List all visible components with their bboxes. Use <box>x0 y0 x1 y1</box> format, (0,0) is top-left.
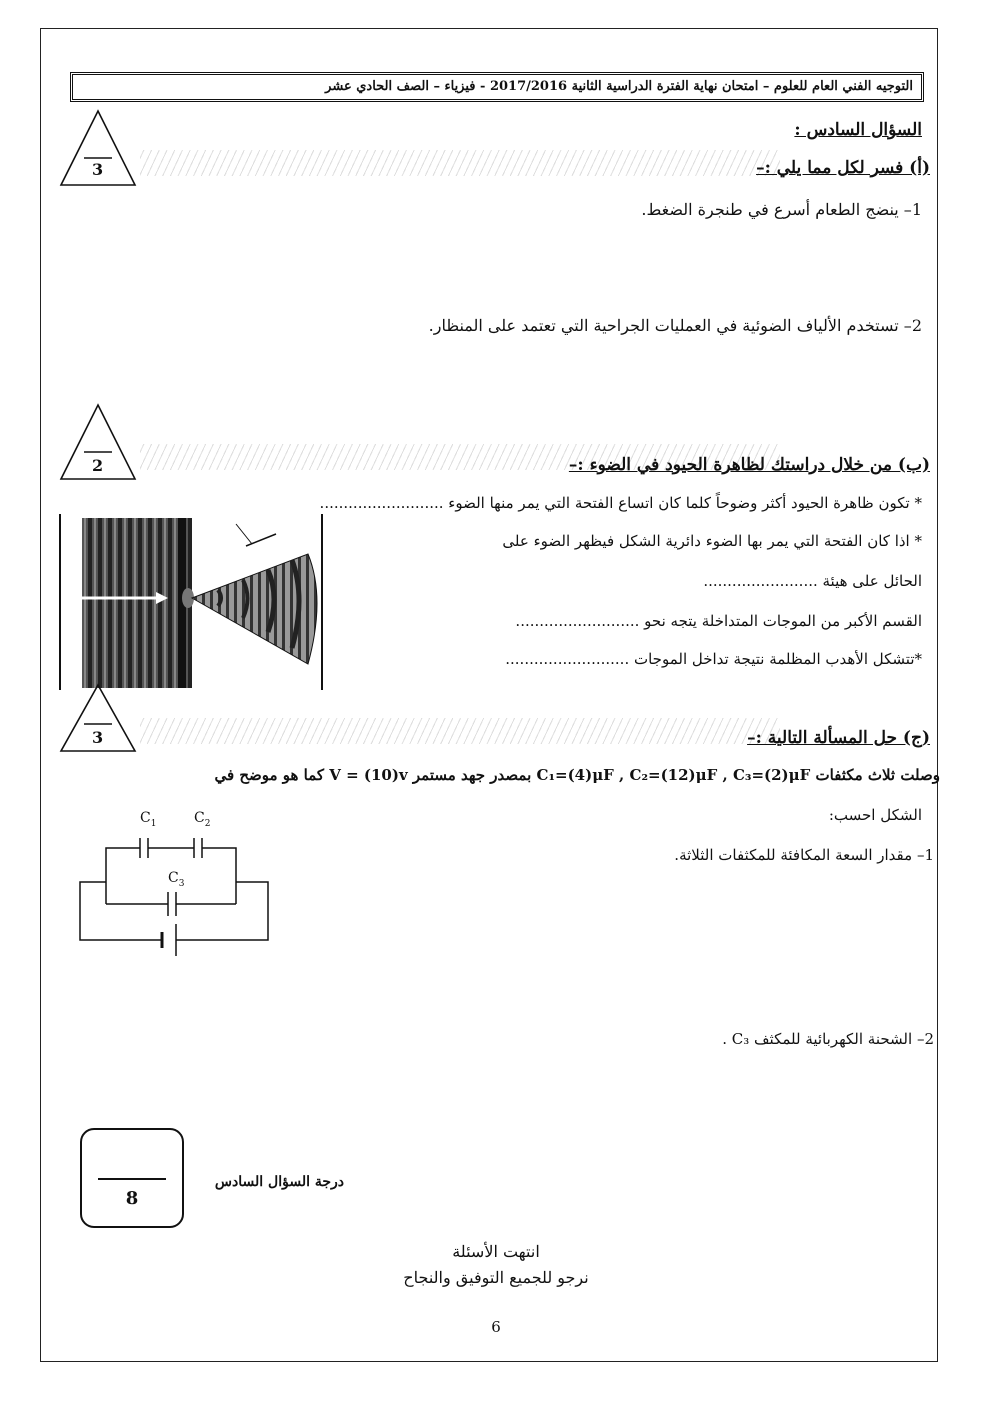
part-c-title: (ج) حل المسألة التالية :– <box>747 728 930 748</box>
page-number: 6 <box>491 1318 501 1336</box>
hatch-band <box>140 718 780 744</box>
part-b-line-3: الحائل على هيئة ........................ <box>703 572 922 590</box>
part-b-title: (ب) من خلال دراستك لظاهرة الحيود في الضوء :– <box>568 455 930 475</box>
total-score: 8 <box>125 1188 139 1209</box>
diffraction-figure <box>58 514 328 694</box>
part-a-item-2: 2– تستخدم الألياف الضوئية في العمليات الجراحية التي تعتمد على المنظار. <box>428 316 922 335</box>
part-b-line-4: القسم الأكبر من الموجات المتداخلة يتجه نحو .......................... <box>515 612 922 630</box>
part-a-title: (أ) فسر لكل مما يلي :– <box>756 158 930 178</box>
good-wishes: نرجو للجميع التوفيق والنجاح <box>403 1268 589 1287</box>
end-of-questions: انتهت الأسئلة <box>452 1242 540 1261</box>
score-c: 3 <box>92 728 104 747</box>
part-b-line-2: * اذا كان الفتحة التي يمر بها الضوء دائرية الشكل فيظهر الضوء على <box>502 532 922 550</box>
part-c-item-1: 1– مقدار السعة المكافئة للمكثفات الثلاثة. <box>674 846 934 864</box>
problem-statement: وصلت ثلاث مكثفات C₁=(4)μF , C₂=(12)μF , C₃=(2)μF بمصدر جهد مستمر V = (10)v كما هو موضح في <box>214 766 940 784</box>
question-title: السؤال السادس : <box>794 120 922 140</box>
part-c-item-2: 2– الشحنة الكهربائية للمكثف C₃ . <box>722 1030 934 1048</box>
part-b-line-5: *تتشكل الأهدب المظلمة نتيجة تداخل الموجات .......................... <box>505 650 922 668</box>
score-b: 2 <box>92 456 104 475</box>
label-c2: $C_2$ <box>194 810 211 829</box>
label-c1: $C_1$ <box>140 810 157 829</box>
total-score-box <box>80 1128 184 1228</box>
circuit-diagram <box>76 806 272 962</box>
label-c3: $C_3$ <box>168 870 185 889</box>
exam-header: التوجيه الفني العام للعلوم – امتحان نهاية الفترة الدراسية الثانية 2017/2016 - فيزياء – الصف الحادي عشر <box>70 72 924 102</box>
score-a: 3 <box>92 160 104 179</box>
part-b-line-1: * تكون ظاهرة الحيود أكثر وضوحاً كلما كان اتساع الفتحة التي يمر منها الضوء .......................... <box>319 494 922 512</box>
hatch-band <box>140 150 780 176</box>
total-score-label: درجة السؤال السادس <box>214 1174 344 1190</box>
part-a-item-1: 1– ينضج الطعام أسرع في طنجرة الضغط. <box>641 200 922 219</box>
problem-instruction: الشكل احسب: <box>828 806 922 824</box>
